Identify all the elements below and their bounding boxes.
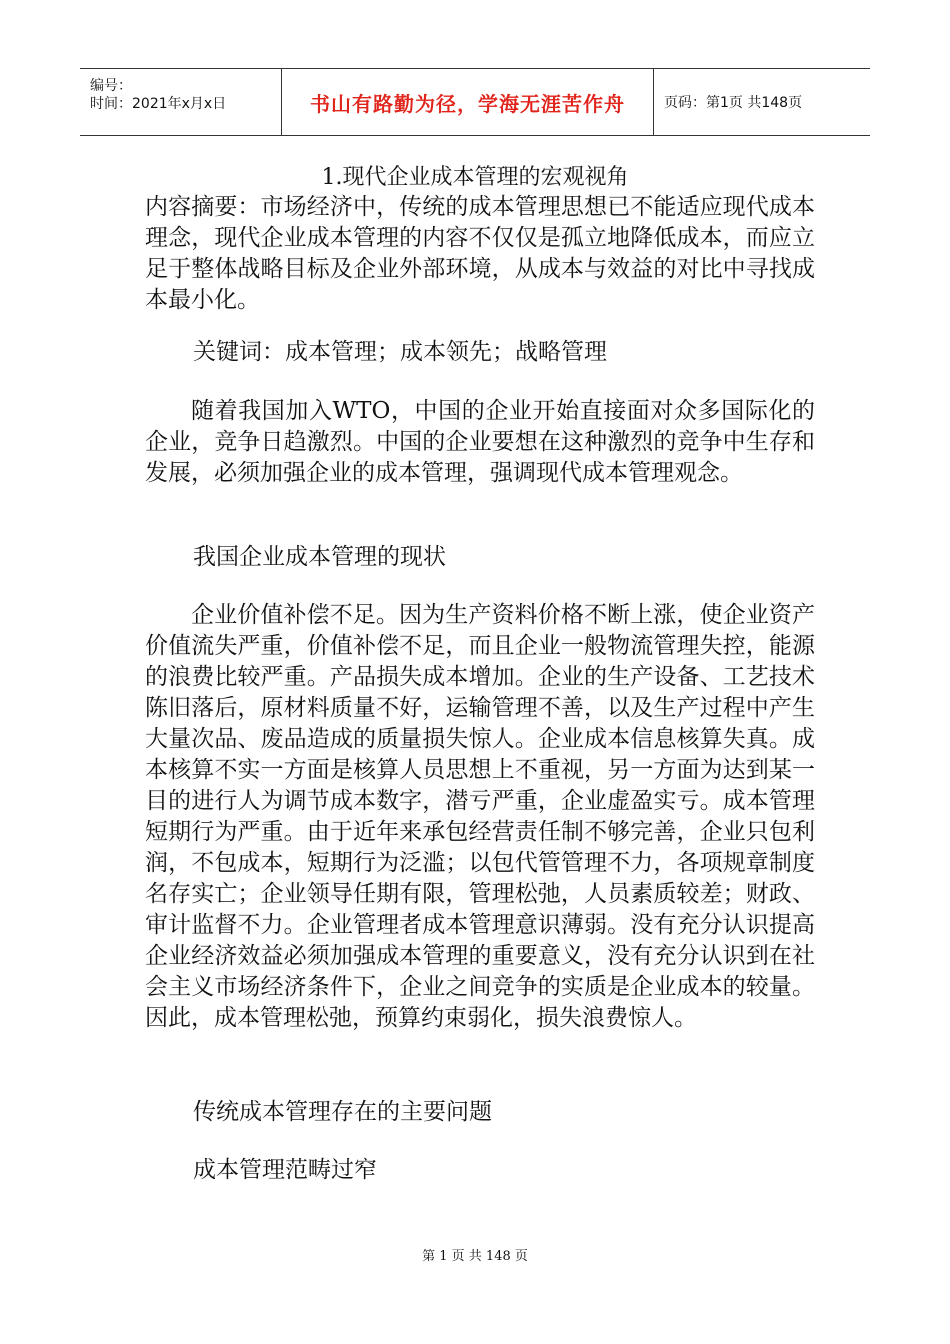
section-heading-problems: 传统成本管理存在的主要问题 — [193, 1099, 492, 1125]
abstract-paragraph: 内容摘要：市场经济中，传统的成本管理思想已不能适应现代成本理念，现代企业成本管理的内容不仅仅是孤立地降低成本，而应立足于整体战略目标及企业外部环境，从成本与效益的对比中寻找成本最小化。 — [145, 194, 815, 313]
header-page-info: 页码：第1页 共148页 — [664, 95, 803, 111]
header-motto-cell — [282, 69, 654, 135]
intro-paragraph: 随着我国加入WTO，中国的企业开始直接面对众多国际化的企业，竞争日趋激烈。中国的企业要想在这种激烈的竞争中生存和发展，必须加强企业的成本管理，强调现代成本管理观念。 — [145, 398, 815, 486]
header-meta-cell — [80, 69, 282, 135]
header-page-cell — [654, 69, 870, 135]
section-heading-scope: 成本管理范畴过窄 — [193, 1157, 377, 1183]
page-header — [80, 68, 870, 136]
section-heading-status: 我国企业成本管理的现状 — [193, 544, 446, 570]
keywords-line: 关键词：成本管理；成本领先；战略管理 — [193, 339, 607, 365]
header-date-label: 时间：2021年x月x日 — [90, 96, 227, 112]
section-body-status: 企业价值补偿不足。因为生产资料价格不断上涨，使企业资产价值流失严重，价值补偿不足，而且企业一般物流管理失控，能源的浪费比较严重。产品损失成本增加。企业的生产设备、工艺技术陈旧落后，原材料质量不好，运输管理不善，以及生产过程中产生大量次品、废品造成的质量损失惊人。企业成本信息核算失真。成本核算不实一方面是核算人员思想上不重视，另一方面为达到某一目的进行人为调节成本数字，潜亏严重，企业虚盈实亏。成本管理短期行为严重。由于近年来承包经营责任制不够完善，企业只包利润，不包成本，短期行为泛滥；以包代管管理不力，各项规章制度名存实亡；企业领导任期有限，管理松弛，人员素质较差；财政、审计监督不力。企业管理者成本管理意识薄弱。没有充分认识提高企业经济效益必须加强成本管理的重要意义，没有充分认识到在社会主义市场经济条件下，企业之间竞争的实质是企业成本的较量。因此，成本管理松弛，预算约束弱化，损失浪费惊人。 — [145, 602, 815, 1031]
header-code-label: 编号： — [90, 78, 132, 94]
header-motto: 书山有路勤为径，学海无涯苦作舟 — [310, 91, 625, 116]
document-title: 1.现代企业成本管理的宏观视角 — [321, 165, 629, 190]
page-footer: 第 1 页 共 148 页 — [422, 1249, 528, 1264]
